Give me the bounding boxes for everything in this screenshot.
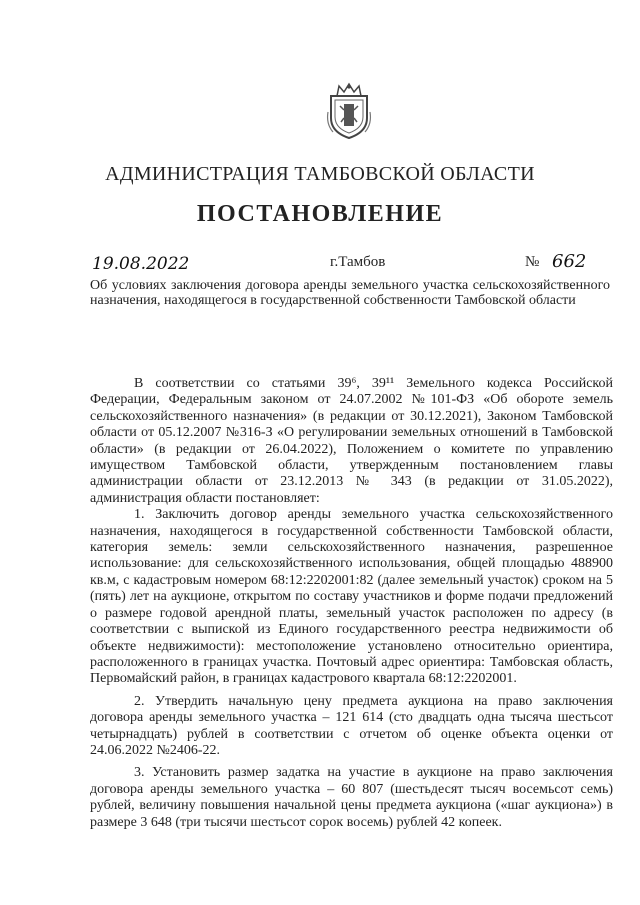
document-number-label: № — [525, 254, 540, 270]
document-number: 662 — [552, 251, 587, 272]
clause-1-paragraph: 1. Заключить договор аренды земельного участка сельскохозяйственного назначения, находящегося в государственной собственности Тамбовской области, категория земель: земли сельскохозяйственного назначения, разрешенное использование: для сельскохозяйственного использования, общей площадью 488900 кв.м, с кадастровым номером 68:12:2202001:82 (далее земельный участок) сроком на 5 (пять) лет на аукционе, открытом по составу участников и форме подачи предложений о размере годовой арендной платы, земельный участок расположен по адресу (в соответствии с выпиской из Единого государственного реестра недвижимости об объекте недвижимости): местоположение установлено относительно ориентира, расположенного в границах участка. Почтовый адрес ориентира: Тамбовская область, Первомайский район, в границах кадастрового квартала 68:12:2202001. — [90, 507, 613, 687]
clause-2-paragraph: 2. Утвердить начальную цену предмета аукциона на право заключения договора аренды земельного участка – 121 614 (сто двадцать одна тысяча шестьсот четырнадцать) рублей в соответствии с отчетом об оценке объекта оценки от 24.06.2022 №2406-22. — [90, 693, 613, 758]
clause-3-paragraph: 3. Установить размер задатка на участие в аукционе на право заключения договора аренды земельного участка – 60 807 (шестьдесят тысяч восемьсот семь) рублей, величину повышения начальной цены предмета аукциона («шаг аукциона») в размере 3 648 (три тысячи шестьсот сорок восемь) рублей 42 копеек. — [90, 765, 613, 830]
document-body — [90, 376, 613, 831]
document-date: 19.08.2022 — [92, 254, 190, 274]
organization-name: АДМИНИСТРАЦИЯ ТАМБОВСКОЙ ОБЛАСТИ — [105, 163, 535, 185]
document-city: г.Тамбов — [330, 254, 386, 270]
preamble-paragraph: В соответствии со статьями 39⁶, 39¹¹ Земельного кодекса Российской Федерации, Федеральным законом от 24.07.2002 №101-ФЗ «Об обороте земель сельскохозяйственного назначения» (в редакции от 30.12.2021), Законом Тамбовской области от 05.12.2007 №316-З «О регулировании земельных отношений в Тамбовской области» (в редакции от 26.04.2022), Положением о комитете по управлению имуществом Тамбовской области, утвержденным постановлением главы администрации области от 23.12.2013 № 343 (в редакции от 31.05.2022), администрация области постановляет: — [90, 376, 613, 506]
document-type-title: ПОСТАНОВЛЕНИЕ — [196, 201, 444, 227]
document-subject: Об условиях заключения договора аренды земельного участка сельскохозяйственного назначения, находящегося в государственной собственности Тамбовской области — [90, 278, 610, 308]
coat-of-arms-icon — [325, 82, 373, 140]
